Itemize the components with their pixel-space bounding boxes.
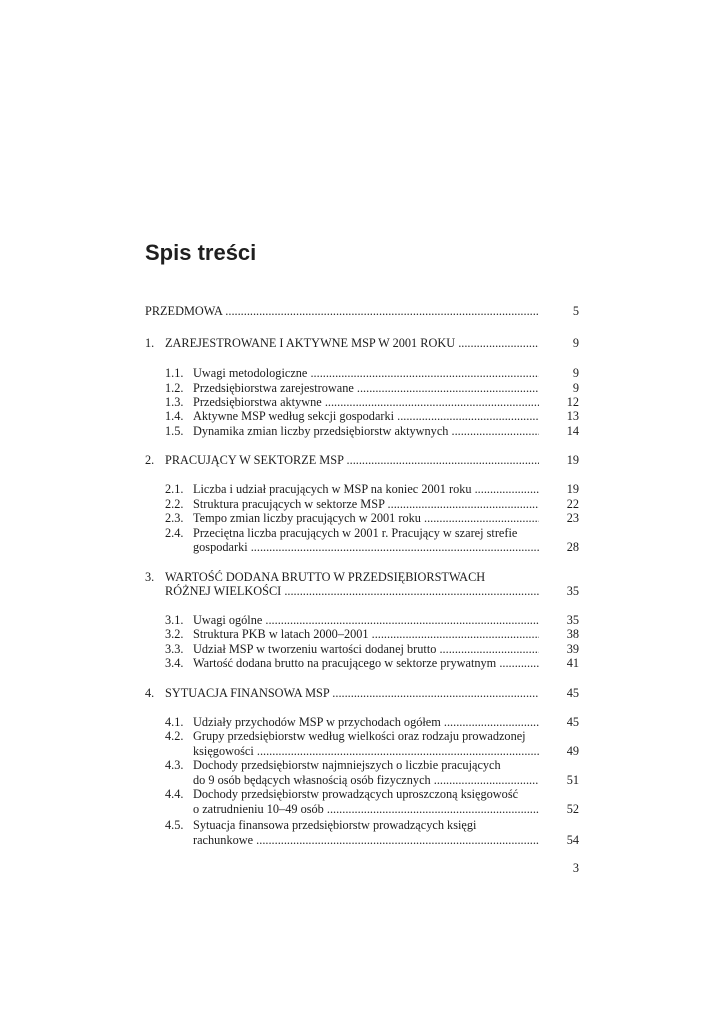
toc-chapter-2[interactable] [145,453,579,468]
page-number: 3 [572,861,579,875]
toc-section-1-5[interactable] [145,424,579,439]
toc-chapter-3[interactable] [145,570,579,585]
toc-entry-text: Uwagi ogólne ..... [193,613,539,628]
toc-section-3-4[interactable] [145,656,579,671]
toc-entry-number: 2.3. [165,511,184,525]
toc-entry-number: 3.1. [165,613,184,627]
toc-section-4-2-cont[interactable] [145,744,579,759]
toc-entry-number: 2.1. [165,482,184,496]
toc-section-3-1[interactable] [145,613,579,628]
toc-entry-number: 4.5. [165,818,184,832]
toc-entry-number: 2.2. [165,497,184,511]
toc-section-2-4-cont[interactable] [145,540,579,555]
toc-entry-page: 39 [566,642,579,656]
toc-chapter-4[interactable] [145,686,579,701]
toc-entry-text: Udziały przychodów MSP w przychodach ogółem ..... [193,715,539,730]
toc-entry-page: 54 [566,833,579,847]
toc-entry-text-cont: księgowości ..... [193,744,539,759]
toc-section-1-3[interactable] [145,395,579,410]
toc-entry-number: 3.4. [165,656,184,670]
toc-entry-number: 1.5. [165,424,184,438]
toc-entry-page: 51 [566,773,579,787]
toc-entry-number: 1. [145,336,155,350]
toc-entry-number: 2. [145,453,155,467]
toc-entry-page: 45 [566,686,579,700]
toc-entry-text: WARTOŚĆ DODANA BRUTTO W PRZEDSIĘBIORSTWACH [165,570,486,584]
toc-entry-number: 4.2. [165,729,184,743]
toc-section-1-2[interactable] [145,381,579,396]
toc-entry-text-cont: o zatrudnieniu 10–49 osób ..... [193,802,539,817]
toc-entry-text: PRZEDMOWA ..... [145,304,539,319]
toc-entry-number: 4.1. [165,715,184,729]
toc-entry-text-cont: rachunkowe ..... [193,833,539,848]
toc-entry-text: Aktywne MSP według sekcji gospodarki ..... [193,409,539,424]
toc-entry-page: 22 [566,497,579,511]
toc-section-1-1[interactable] [145,366,579,381]
toc-entry-page: 52 [566,802,579,816]
toc-section-2-3[interactable] [145,511,579,526]
toc-entry-text: Uwagi metodologiczne ..... [193,366,539,381]
toc-entry-page: 49 [566,744,579,758]
toc-section-4-1[interactable] [145,715,579,730]
toc-section-2-2[interactable] [145,497,579,512]
toc-section-4-4-cont[interactable] [145,802,579,817]
toc-entry-page: 9 [572,336,579,350]
toc-chapter-3-cont[interactable] [145,584,579,599]
toc-section-4-5-cont[interactable] [145,833,579,848]
toc-entry-number: 1.2. [165,381,184,395]
toc-entry-page: 28 [566,540,579,554]
toc-entry-text: Tempo zmian liczby pracujących w 2001 roku ..... [193,511,539,526]
toc-entry-preface[interactable] [145,304,579,319]
toc-entry-page: 9 [572,381,579,395]
toc-section-2-4[interactable] [145,526,579,541]
toc-section-4-2[interactable] [145,729,579,744]
toc-entry-text: Dochody przedsiębiorstw prowadzących uproszczoną księgowość [193,787,519,801]
toc-entry-page: 23 [566,511,579,525]
toc-entry-number: 1.4. [165,409,184,423]
toc-section-4-3[interactable] [145,758,579,773]
toc-entry-text: Struktura PKB w latach 2000–2001 ..... [193,627,539,642]
toc-entry-number: 1.3. [165,395,184,409]
toc-section-3-2[interactable] [145,627,579,642]
toc-entry-number: 4.4. [165,787,184,801]
toc-entry-text: Przeciętna liczba pracujących w 2001 r. Pracujący w szarej strefie [193,526,518,540]
toc-entry-page: 13 [566,409,579,423]
toc-entry-text-cont: gospodarki ..... [193,540,539,555]
toc-entry-page: 12 [566,395,579,409]
toc-entry-text: Dochody przedsiębiorstw najmniejszych o liczbie pracujących [193,758,501,772]
toc-entry-number: 3. [145,570,155,584]
toc-entry-text: Sytuacja finansowa przedsiębiorstw prowadzących księgi [193,818,477,832]
toc-entry-text: Udział MSP w tworzeniu wartości dodanej brutto ..... [193,642,539,657]
toc-entry-number: 3.2. [165,627,184,641]
toc-entry-page: 35 [566,584,579,598]
toc-entry-page: 45 [566,715,579,729]
toc-chapter-1[interactable] [145,336,579,351]
page-title: Spis treści [145,240,257,265]
toc-section-2-1[interactable] [145,482,579,497]
toc-section-3-3[interactable] [145,642,579,657]
toc-entry-text: Struktura pracujących w sektorze MSP ..... [193,497,539,512]
toc-entry-text: Przedsiębiorstwa aktywne ..... [193,395,539,410]
toc-entry-page: 41 [566,656,579,670]
toc-entry-text: Grupy przedsiębiorstw według wielkości oraz rodzaju prowadzonej [193,729,526,743]
toc-entry-text: Liczba i udział pracujących w MSP na koniec 2001 roku ..... [193,482,539,497]
toc-section-4-5[interactable] [145,818,579,833]
toc-section-4-4[interactable] [145,787,579,802]
toc-entry-number: 3.3. [165,642,184,656]
toc-entry-text: Dynamika zmian liczby przedsiębiorstw aktywnych ..... [193,424,539,439]
toc-section-1-4[interactable] [145,409,579,424]
toc-entry-page: 19 [566,482,579,496]
toc-entry-text: SYTUACJA FINANSOWA MSP ..... [165,686,539,701]
toc-entry-page: 35 [566,613,579,627]
toc-entry-number: 4. [145,686,155,700]
toc-entry-page: 38 [566,627,579,641]
toc-entry-text: PRACUJĄCY W SEKTORZE MSP ..... [165,453,539,468]
toc-section-4-3-cont[interactable] [145,773,579,788]
toc-entry-text: ZAREJESTROWANE I AKTYWNE MSP W 2001 ROKU ..... [165,336,539,351]
toc-entry-text-cont: do 9 osób będących własnością osób fizycznych ..... [193,773,539,788]
toc-entry-number: 1.1. [165,366,184,380]
toc-entry-page: 14 [566,424,579,438]
toc-entry-text: Wartość dodana brutto na pracującego w sektorze prywatnym ..... [193,656,539,671]
toc-entry-page: 19 [566,453,579,467]
toc-entry-page: 9 [572,366,579,380]
toc-entry-text-cont: RÓŻNEJ WIELKOŚCI ..... [165,584,539,599]
toc-entry-number: 4.3. [165,758,184,772]
toc-entry-page: 5 [572,304,579,318]
toc-entry-number: 2.4. [165,526,184,540]
toc-entry-text: Przedsiębiorstwa zarejestrowane ..... [193,381,539,396]
